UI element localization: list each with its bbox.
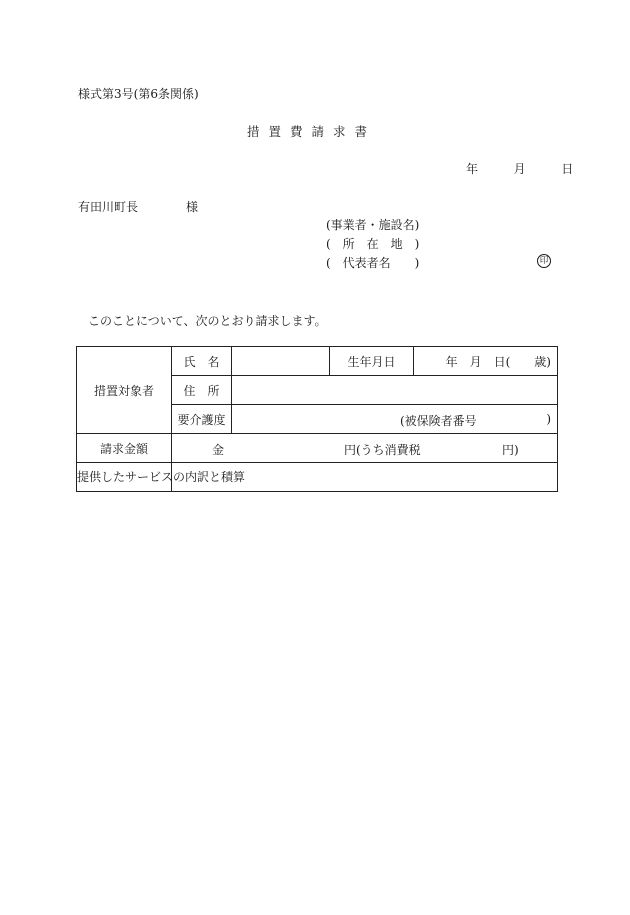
form-number: 様式第3号(第6条関係): [78, 87, 199, 101]
intro-text: このことについて、次のとおり請求します。: [88, 314, 327, 328]
care-level-field[interactable]: [232, 405, 558, 434]
addressee-honorific: 様: [186, 200, 199, 214]
applicant-business-label: (事業者・施設名): [326, 218, 420, 232]
applicant-representative-label: ( 代表者名 ): [326, 256, 420, 270]
care-level-label: 要介護度: [172, 405, 232, 434]
applicant-address-label: ( 所 在 地 ): [326, 237, 420, 251]
claim-table: [76, 346, 558, 492]
address-label: 住 所: [172, 376, 232, 405]
amount-yen-close: 円): [502, 443, 519, 457]
service-label: 提供したサービスの内訳と積算: [77, 463, 172, 492]
address-field[interactable]: [232, 376, 558, 405]
insured-number-label: (被保険者番号: [400, 414, 477, 428]
addressee: [78, 198, 198, 215]
amount-label: 請求金額: [77, 434, 172, 463]
date-year-label: 年: [466, 162, 479, 176]
amount-prefix: 金: [212, 443, 225, 457]
insured-number-close: ): [546, 412, 551, 426]
subject-label: 措置対象者: [77, 347, 172, 434]
addressee-name: 有田川町長: [78, 200, 139, 214]
date-month-label: 月: [513, 162, 526, 176]
name-field[interactable]: [232, 347, 330, 376]
amount-yen-tax: 円(うち消費税: [344, 443, 421, 457]
birth-label: 生年月日: [330, 347, 414, 376]
amount-field[interactable]: [172, 434, 558, 463]
document-title: 措置費請求書: [247, 124, 377, 139]
seal-icon: 印: [537, 254, 551, 268]
name-label: 氏 名: [172, 347, 232, 376]
birth-field[interactable]: 年 月 日( 歳): [414, 347, 558, 376]
date-day-label: 日: [561, 162, 574, 176]
date-line: [466, 160, 573, 177]
